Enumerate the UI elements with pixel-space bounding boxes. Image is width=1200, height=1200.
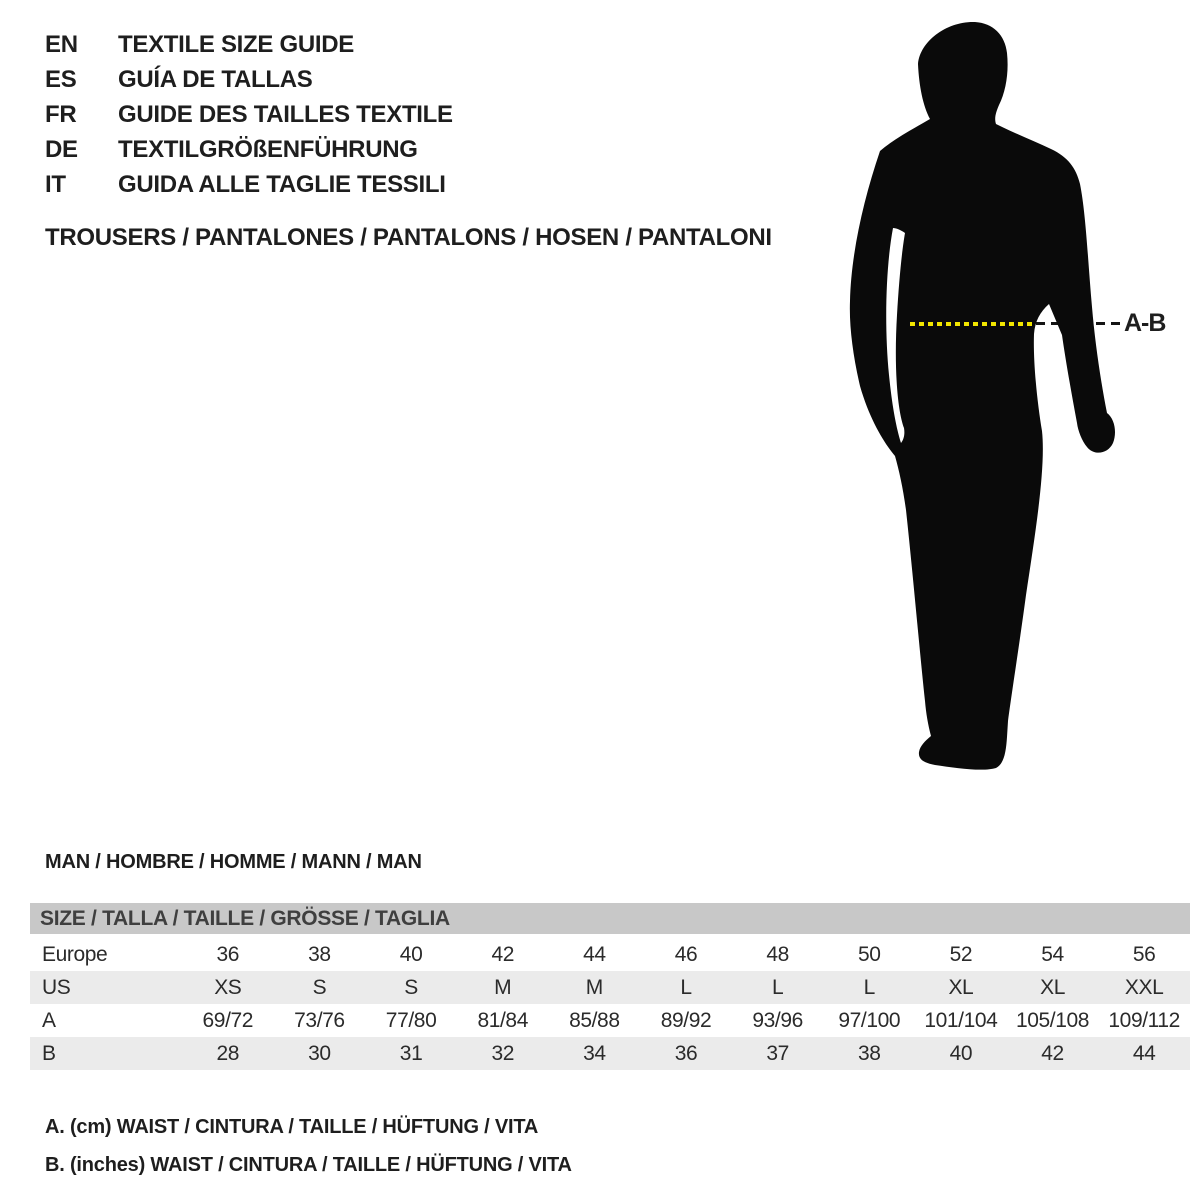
table-cell: 34 (583, 1041, 606, 1065)
table-cell: M (585, 975, 603, 999)
table-row-label: US (42, 975, 71, 999)
table-cell: 85/88 (569, 1008, 620, 1032)
table-cell: 93/96 (752, 1008, 803, 1032)
table-cell: 37 (766, 1041, 789, 1065)
table-cell: 42 (491, 942, 514, 966)
table-cell: S (404, 975, 418, 999)
language-guide-label: GUIDE DES TAILLES TEXTILE (118, 101, 453, 128)
table-cell: 89/92 (660, 1008, 712, 1032)
table-cell: 54 (1041, 942, 1064, 966)
table-cell: 28 (216, 1041, 240, 1065)
table-cell: 73/76 (294, 1008, 345, 1032)
table-cell: 42 (1041, 1041, 1064, 1065)
table-cell: S (312, 975, 327, 999)
language-guide-label: TEXTILE SIZE GUIDE (118, 31, 354, 58)
section-heading: MAN / HOMBRE / HOMME / MANN / MAN (45, 851, 422, 873)
footnote-line: A. (cm) WAIST / CINTURA / TAILLE / HÜFTUNG / VITA (45, 1116, 539, 1138)
language-code: IT (45, 171, 66, 198)
waist-measure-dotted-line (910, 322, 1032, 326)
table-cell: 31 (399, 1041, 423, 1065)
language-list (45, 27, 453, 202)
table-cell: 36 (216, 942, 240, 966)
table-cell: 97/100 (838, 1008, 901, 1032)
language-code: DE (45, 136, 78, 163)
language-guide-label: GUÍA DE TALLAS (118, 66, 313, 93)
size-table-rows (30, 938, 1190, 1070)
footnotes (45, 1108, 572, 1184)
table-cell: 44 (1132, 1041, 1156, 1065)
language-guide-label: TEXTILGRÖßENFÜHRUNG (118, 136, 418, 163)
table-cell: 38 (308, 942, 331, 966)
table-cell: 38 (857, 1041, 881, 1065)
table-cell: 81/84 (477, 1008, 528, 1032)
table-cell: 50 (857, 942, 881, 966)
table-row-label: B (42, 1041, 56, 1065)
table-cell: L (771, 975, 784, 999)
man-silhouette-figure (835, 15, 1135, 780)
table-cell: XL (948, 975, 974, 999)
table-cell: M (494, 975, 512, 999)
table-cell: 40 (399, 942, 423, 966)
table-row-label: A (42, 1008, 56, 1032)
table-cell: L (680, 975, 692, 999)
table-cell: 52 (949, 942, 973, 966)
table-cell: 69/72 (202, 1008, 254, 1032)
measure-label: A-B (1124, 309, 1166, 337)
language-guide-label: GUIDA ALLE TAGLIE TESSILI (118, 171, 446, 198)
table-cell: 36 (674, 1041, 698, 1065)
language-code: FR (45, 101, 77, 128)
table-cell: XXL (1124, 975, 1164, 999)
table-row (30, 1037, 1190, 1070)
garment-heading: TROUSERS / PANTALONES / PANTALONS / HOSEN / PANTALONI (45, 224, 772, 251)
table-cell: 101/104 (924, 1008, 998, 1032)
table-cell: XL (1040, 975, 1065, 999)
footnote-line: B. (inches) WAIST / CINTURA / TAILLE / HÜFTUNG / VITA (45, 1154, 572, 1176)
table-cell: 44 (583, 942, 606, 966)
table-cell: 48 (766, 942, 789, 966)
table-cell: L (863, 975, 875, 999)
table-cell: 30 (308, 1041, 331, 1065)
size-table-header: SIZE / TALLA / TAILLE / GRÖSSE / TAGLIA (30, 903, 1190, 934)
table-cell: 32 (491, 1041, 514, 1065)
table-row-label: Europe (42, 942, 108, 966)
man-silhouette-icon (835, 15, 1135, 780)
language-code: ES (45, 66, 77, 93)
table-cell: 105/108 (1015, 1008, 1090, 1032)
table-cell: 56 (1132, 942, 1156, 966)
table-cell: XS (214, 975, 242, 999)
table-cell: 46 (674, 942, 698, 966)
table-cell: 40 (949, 1041, 973, 1065)
table-cell: 77/80 (385, 1008, 437, 1032)
size-table (30, 903, 1190, 1070)
table-row (30, 1004, 1190, 1037)
language-code: EN (45, 31, 78, 58)
table-row (30, 971, 1190, 1004)
table-cell: 109/112 (1108, 1008, 1180, 1032)
table-row (30, 938, 1190, 971)
